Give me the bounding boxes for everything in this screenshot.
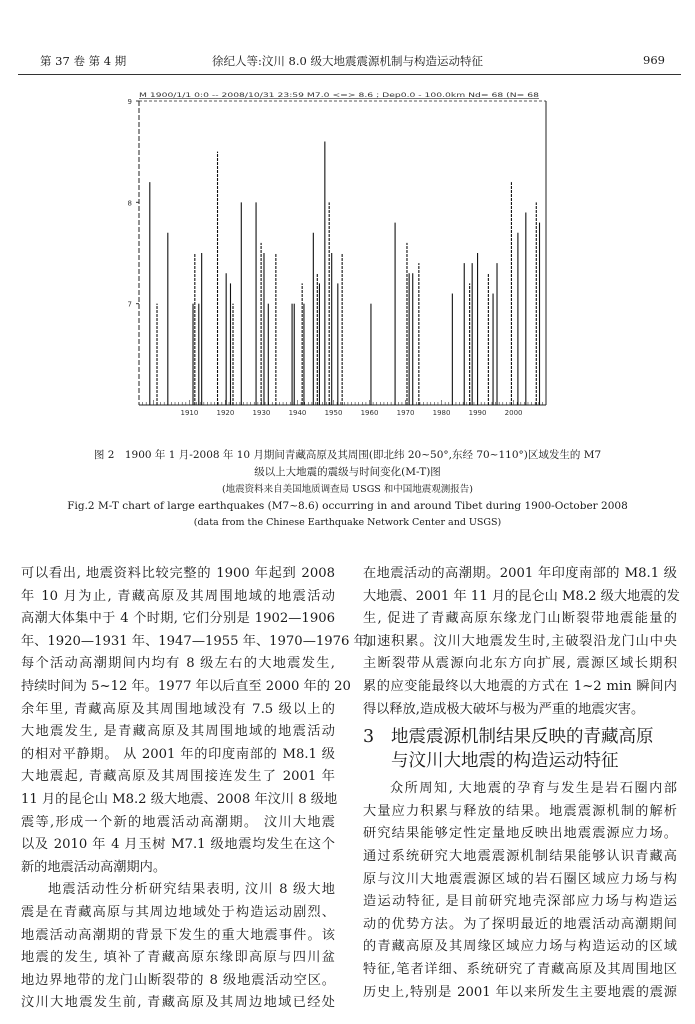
text-line: 的相对平静期。 从 2001 年的印度南部的 M8.1 级 bbox=[21, 746, 335, 762]
text-line: 累的应变能最终以大地震的方式在 1~2 min 瞬间内 bbox=[363, 678, 677, 694]
paragraph bbox=[21, 563, 381, 879]
text-line: 以及 2010 年 4 月玉树 M7.1 级地震均发生在这个 bbox=[21, 837, 335, 853]
caption-en-line1: Fig.2 M-T chart of large earthquakes (M7~8.6) occurring in and around Tibet during 1900-October 2008 bbox=[67, 500, 628, 512]
text-line: 得以释放,造成极大破坏与极为严重的地震灾害。 bbox=[363, 701, 645, 717]
paragraph bbox=[363, 563, 680, 721]
text-line: 大地震发生, 是青藏高原及其周围地域的地震活动 bbox=[21, 724, 335, 740]
text-line: 研究结果能够定性定量地反映出地震震源应力场。 bbox=[363, 826, 677, 842]
y-tick-label: 8 bbox=[127, 199, 132, 208]
text-line: 大量应力积累与释放的结果。地震震源机制的解析 bbox=[363, 803, 677, 819]
caption-cn-line2: 级以上大地震的震级与时间变化(M-T)图 bbox=[254, 466, 441, 478]
text-line: 年、1920—1931 年、1947—1955 年、1970—1976 年。 bbox=[21, 633, 381, 649]
y-tick-label: 9 bbox=[127, 98, 132, 106]
y-tick-label: 7 bbox=[127, 300, 132, 309]
section-title-line2: 与汶川大地震的构造运动特征 bbox=[391, 751, 619, 772]
text-line: 地震活动性分析研究结果表明, 汶川 8 级大地 bbox=[48, 882, 335, 898]
text-line: 可以看出, 地震资料比较完整的 1900 年起到 2008 bbox=[21, 566, 335, 581]
text-line: 余年里, 青藏高原及其周围地域没有 7.5 级以上的 bbox=[21, 701, 335, 717]
text-line: 特征,笔者详细、系统研究了青藏高原及其周围地区 bbox=[363, 961, 677, 977]
text-line: 通过系统研究大地震震源机制结果能够认识青藏高 bbox=[363, 848, 677, 864]
text-line: 震是在青藏高原与其周边地域处于构造运动剧烈、 bbox=[21, 904, 335, 920]
text-line: 11 月的昆仑山 M8.2 级大地震、2008 年汶川 8 级地 bbox=[21, 791, 338, 807]
paragraph bbox=[21, 879, 335, 1015]
chart-title: M 1900/1/1 0:0 -- 2008/10/31 23:59 M7.0 <=> 8.6 ; Dep0.0 - 100.0km Nd= 68 (N= 68 bbox=[139, 91, 539, 99]
left-column bbox=[21, 563, 381, 1015]
text-line: 加速积累。汶川大地震发生时,主破裂沿龙门山中央 bbox=[363, 633, 677, 649]
text-line: 年 10 月为止, 青藏高原及其周围地域的地震活动 bbox=[21, 588, 335, 604]
page-number: 969 bbox=[643, 53, 665, 67]
section-title-line1: 地震震源机制结果反映的青藏高原 bbox=[391, 727, 654, 748]
section-number: 3 bbox=[363, 727, 375, 748]
x-tick-label: 1940 bbox=[288, 409, 307, 417]
text-line: 造运动特征, 是目前研究地壳深部应力场与构造运 bbox=[363, 894, 677, 910]
text-line: 原与汶川大地震震源区域的岩石圈区域应力场与构 bbox=[363, 871, 677, 887]
text-line: 地震的发生, 填补了青藏高原东缘即高原与四川盆 bbox=[21, 950, 335, 966]
text-line: 高潮大体集中于 4 个时期, 它们分别是 1902—1906 bbox=[21, 611, 335, 627]
text-line: 生, 促进了青藏高原东缘龙门山断裂带地震能量的 bbox=[363, 611, 677, 627]
caption-en-source: (data from the Chinese Earthquake Network Center and USGS) bbox=[193, 517, 502, 528]
text-line: 每个活动高潮期间内均有 8 级左右的大地震发生, bbox=[21, 656, 335, 672]
text-line: 持续时间为 5~12 年。1977 年以后直至 2000 年的 20 bbox=[21, 678, 351, 694]
text-line: 地震活动高潮期的背景下发生的重大地震事件。该 bbox=[21, 927, 335, 943]
text-line: 动的优势方法。为了探明最近的地震活动高潮期间 bbox=[363, 916, 677, 932]
paragraph bbox=[363, 778, 677, 1004]
running-title: 徐纪人等:汶川 8.0 级大地震震源机制与构造运动特征 bbox=[212, 54, 483, 68]
header-rule bbox=[18, 74, 681, 75]
text-line: 汶川大地震发生前, 青藏高原及其周边地域已经处 bbox=[21, 995, 335, 1011]
text-line: 大地震起, 青藏高原及其周围接连发生了 2001 年 bbox=[21, 769, 335, 785]
x-tick-label: 1920 bbox=[216, 409, 235, 417]
mt-chart bbox=[0, 80, 695, 430]
text-line: 主断裂带从震源向北东方向扩展, 震源区域长期积 bbox=[363, 656, 677, 672]
x-tick-label: 1990 bbox=[468, 409, 487, 417]
text-line: 在地震活动的高潮期。2001 年印度南部的 M8.1 级 bbox=[363, 566, 677, 581]
text-line: 震等,形成一个新的地震活动高潮期。 汶川大地震 bbox=[21, 814, 335, 830]
caption-cn-line1: 图 2 1900 年 1 月-2008 年 10 月期间青藏高原及其周围(即北纬 20~50°,东经 70~110°)区域发生的 M7 bbox=[93, 449, 602, 461]
text-line: 地边界地带的龙门山断裂带的 8 级地震活动空区。 bbox=[21, 972, 335, 988]
text-line: 历史上,特别是 2001 年以来所发生主要地震的震源 bbox=[363, 984, 677, 1000]
text-line: 大地震、2001 年 11 月的昆仑山 M8.2 级大地震的发 bbox=[363, 588, 680, 604]
x-tick-label: 1950 bbox=[324, 409, 343, 417]
text-line: 新的地震活动高潮期内。 bbox=[21, 859, 167, 875]
caption-cn-source: (地震资料来自美国地质调查局 USGS 和中国地震观测报告) bbox=[221, 484, 474, 495]
text-line: 众所周知, 大地震的孕育与发生是岩石圈内部 bbox=[390, 781, 677, 797]
journal-volume-issue: 第 37 卷 第 4 期 bbox=[40, 54, 127, 68]
right-column bbox=[363, 563, 680, 1004]
x-tick-label: 1980 bbox=[432, 409, 451, 417]
chart-bars bbox=[150, 142, 540, 405]
x-tick-label: 1930 bbox=[252, 409, 271, 417]
x-tick-label: 2000 bbox=[504, 409, 523, 417]
x-tick-label: 1970 bbox=[396, 409, 415, 417]
section-heading bbox=[363, 725, 677, 773]
x-tick-label: 1910 bbox=[180, 409, 199, 417]
text-line: 的青藏高原及其周缘区域应力场与构造运动的区域 bbox=[363, 939, 677, 955]
x-tick-label: 1960 bbox=[360, 409, 379, 417]
